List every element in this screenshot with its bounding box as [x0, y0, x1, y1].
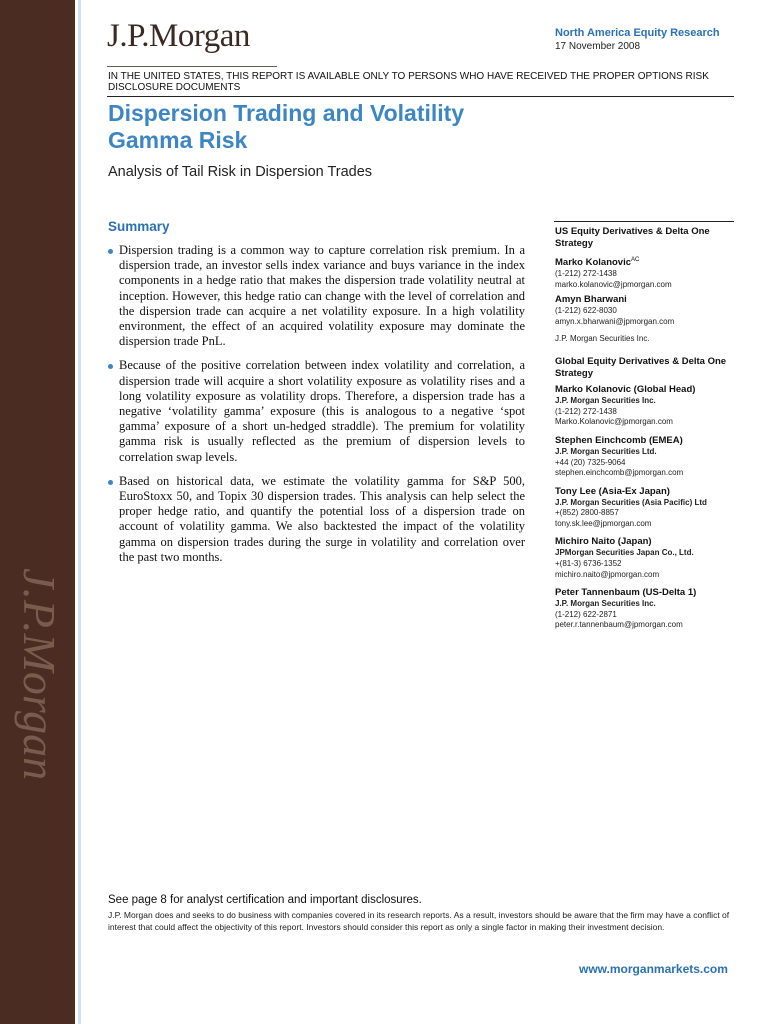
logo-underline	[107, 66, 277, 67]
research-department: North America Equity Research	[555, 27, 720, 39]
analyst-company: J.P. Morgan Securities Inc.	[555, 333, 650, 343]
analyst-email[interactable]: marko.kolanovic@jpmorgan.com	[555, 279, 672, 289]
analyst-phone: +44 (20) 7325-9064	[555, 457, 626, 467]
analyst-name: Amyn Bharwani	[555, 294, 627, 306]
analyst-email[interactable]: amyn.x.bharwani@jpmorgan.com	[555, 316, 675, 326]
analyst-email[interactable]: michiro.naito@jpmorgan.com	[555, 569, 660, 579]
summary-bullet-text: Based on historical data, we estimate the volatility gamma for S&P 500, EuroStoxx 50, and Topix 30 dispersion trades. This analysis can help select the proper hedge ratio, and quantify the potential loss of a dispersion trade on account of volatility gamma. We also backtested the impact of the volatility gamma on dispersion trades during the surge in volatility and correlation over the past two months.	[119, 473, 525, 564]
global-group-title: Global Equity Derivatives & Delta One Strategy	[555, 356, 727, 380]
analyst-name: Michiro Naito (Japan)	[555, 536, 652, 548]
bullet-icon	[108, 480, 113, 485]
analyst-phone: +(852) 2800-8857	[555, 508, 619, 518]
summary-bullet-text: Dispersion trading is a common way to capture correlation risk premium. In a dispersion trade, an investor sells index variance and buys variance in the index components in a hedge ratio that makes the dispersion trade volatility neutral at inception. However, this hedge ratio can change with the level of correlation and the dispersion trade can acquire a net volatility exposure. In a high volatility environment, the effect of an acquired volatility exposure may dominate the dispersion trade PnL.	[119, 243, 525, 349]
analyst-email[interactable]: tony.sk.lee@jpmorgan.com	[555, 518, 652, 528]
analyst-company: J.P. Morgan Securities Inc.	[555, 396, 656, 406]
us-group-title: US Equity Derivatives & Delta One Strategy	[555, 226, 710, 249]
summary-heading: Summary	[108, 219, 170, 234]
analyst-company: J.P. Morgan Securities (Asia Pacific) Ltd	[555, 497, 707, 507]
analyst-phone: (1-212) 272-1438	[555, 406, 617, 416]
summary-bullet	[108, 474, 525, 565]
risk-disclosure-notice: IN THE UNITED STATES, THIS REPORT IS AVAILABLE ONLY TO PERSONS WHO HAVE RECEIVED THE PROPER OPTIONS RISK DISCLOSURE DOCUMENTS	[108, 71, 709, 93]
analyst-company: JPMorgan Securities Japan Co., Ltd.	[555, 548, 694, 558]
analyst-email[interactable]: Marko.Kolanovic@jpmorgan.com	[555, 417, 673, 427]
analyst-panel-divider	[554, 221, 734, 222]
summary-bullet	[108, 358, 525, 464]
jpmorgan-watermark-logo	[2, 560, 72, 900]
analyst-phone: (1-212) 272-1438	[555, 269, 617, 279]
report-title: Dispersion Trading and Volatility Gamma Risk	[108, 100, 465, 153]
analyst-name: Marko Kolanovic$^{AC}$	[555, 257, 640, 269]
header-divider	[107, 96, 734, 97]
analyst-name: Tony Lee (Asia-Ex Japan)	[555, 485, 670, 497]
certification-note: See page 8 for analyst certification and important disclosures.	[108, 894, 422, 906]
analyst-email[interactable]: stephen.einchcomb@jpmorgan.com	[555, 468, 684, 478]
analyst-name: Stephen Einchcomb (EMEA)	[555, 434, 683, 446]
analyst-cert-mark: AC	[631, 257, 640, 263]
analyst-phone: +(81-3) 6736-1352	[555, 559, 622, 569]
disclaimer-text: J.P. Morgan does and seeks to do business with companies covered in its research reports. As a result, investors should be aware that the firm may have a conflict of interest that could affect the objectivity of this report. Investors should consider this report as only a single factor in making their investment decision.	[108, 910, 730, 932]
summary-bullet	[108, 243, 525, 349]
watermark-text: J.P.Morgan	[14, 568, 65, 781]
analyst-company: J.P. Morgan Securities Inc.	[555, 599, 656, 609]
website-link[interactable]: www.morganmarkets.com	[579, 962, 728, 976]
analyst-company: J.P. Morgan Securities Ltd.	[555, 446, 657, 456]
summary-bullet-text: Because of the positive correlation between index volatility and correlation, a dispersion trade will acquire a short volatility exposure as volatility rises and a long volatility exposure as volatility drops. Therefore, a dispersion trade has a negative ‘volatility gamma’ exposure (this is analogous to a negative ‘spot gamma’ exposure of a short un-hedged straddle). The premium for volatility gamma risk is usually reflected as the premium of dispersion levels to correlation swap levels.	[119, 358, 525, 464]
bullet-icon	[108, 364, 113, 369]
analyst-name: Marko Kolanovic (Global Head)	[555, 384, 696, 396]
summary-list	[108, 243, 525, 574]
analyst-phone: (1-212) 622-2871	[555, 609, 617, 619]
analyst-panel	[555, 226, 733, 631]
bullet-icon	[108, 249, 113, 254]
brand-sidebar	[0, 0, 75, 1024]
analyst-email[interactable]: peter.r.tannenbaum@jpmorgan.com	[555, 620, 683, 630]
analyst-phone: (1-212) 622-8030	[555, 306, 617, 316]
analyst-name: Peter Tannenbaum (US-Delta 1)	[555, 587, 697, 599]
report-subtitle: Analysis of Tail Risk in Dispersion Trades	[108, 164, 373, 180]
report-date: 17 November 2008	[555, 41, 641, 52]
jpmorgan-logo: J.P.Morgan	[107, 18, 250, 54]
sidebar-accent-rule	[78, 0, 81, 1024]
